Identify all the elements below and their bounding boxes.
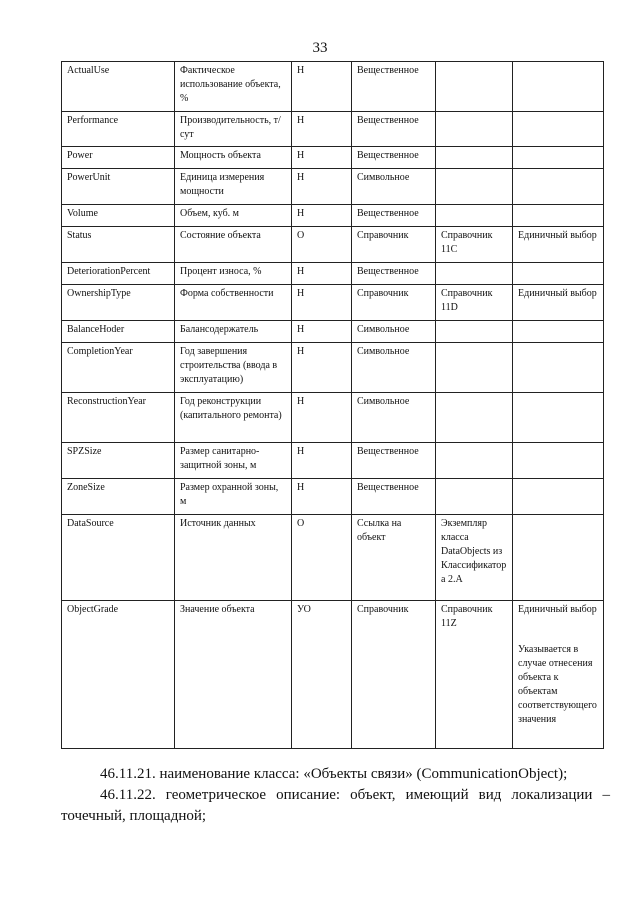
attribute-type-cell: Справочник	[352, 601, 436, 749]
selection-note-text: Указывается в случае отнесения объекта к объектам соответствующего значения	[518, 644, 597, 725]
attribute-code-cell: BalanceHoder	[62, 321, 175, 343]
attribute-type-cell: Вещественное	[352, 62, 436, 112]
attribute-selection-cell	[513, 263, 604, 285]
attribute-required-cell: Н	[292, 393, 352, 443]
attribute-type-cell: Справочник	[352, 227, 436, 263]
table-row	[62, 147, 604, 169]
attribute-type-cell: Вещественное	[352, 112, 436, 147]
attribute-selection-cell	[513, 205, 604, 227]
attribute-code-cell: SPZSize	[62, 443, 175, 479]
attribute-code-cell: ZoneSize	[62, 479, 175, 515]
attribute-reference-cell: Справочник 11Z	[436, 601, 513, 749]
attribute-type-cell: Ссылка на объект	[352, 515, 436, 601]
attribute-selection-cell: Единичный выбор	[513, 285, 604, 321]
attribute-required-cell: Н	[292, 285, 352, 321]
attribute-description-cell: Процент износа, %	[175, 263, 292, 285]
attribute-code-cell: Volume	[62, 205, 175, 227]
attribute-code-cell: DeteriorationPercent	[62, 263, 175, 285]
attribute-selection-cell	[513, 321, 604, 343]
attribute-type-cell: Символьное	[352, 393, 436, 443]
attribute-type-cell: Справочник	[352, 285, 436, 321]
paragraph-geometry-description: 46.11.22. геометрическое описание: объект, имеющий вид локализации – точечный, площадной;	[61, 787, 610, 824]
attribute-description-cell: Мощность объекта	[175, 147, 292, 169]
attribute-description-cell: Год завершения строительства (ввода в эксплуатацию)	[175, 343, 292, 393]
attribute-reference-cell	[436, 321, 513, 343]
attribute-required-cell: Н	[292, 343, 352, 393]
attribute-description-cell: Производительность, т/сут	[175, 112, 292, 147]
attribute-reference-cell	[436, 479, 513, 515]
attributes-table	[61, 61, 604, 749]
attribute-required-cell: Н	[292, 479, 352, 515]
attribute-selection-cell	[513, 343, 604, 393]
attribute-required-cell: УО	[292, 601, 352, 749]
attribute-required-cell: Н	[292, 321, 352, 343]
attribute-description-cell: Размер санитарно-защитной зоны, м	[175, 443, 292, 479]
attribute-required-cell: О	[292, 227, 352, 263]
attribute-required-cell: Н	[292, 205, 352, 227]
attribute-required-cell: Н	[292, 62, 352, 112]
table-row	[62, 205, 604, 227]
attribute-code-cell: CompletionYear	[62, 343, 175, 393]
attribute-selection-cell	[513, 112, 604, 147]
attribute-description-cell: Размер охранной зоны, м	[175, 479, 292, 515]
selection-type-text: Единичный выбор	[518, 604, 597, 615]
attribute-selection-cell	[513, 62, 604, 112]
attribute-type-cell: Символьное	[352, 169, 436, 205]
table-row	[62, 393, 604, 443]
attribute-reference-cell	[436, 62, 513, 112]
attribute-selection-cell: Единичный выбор	[513, 227, 604, 263]
table-row	[62, 443, 604, 479]
table-row	[62, 479, 604, 515]
attribute-selection-cell	[513, 443, 604, 479]
attribute-code-cell: ReconstructionYear	[62, 393, 175, 443]
attribute-selection-cell	[513, 515, 604, 601]
table-row	[62, 321, 604, 343]
attribute-required-cell: Н	[292, 263, 352, 285]
attribute-reference-cell	[436, 112, 513, 147]
attribute-code-cell: PowerUnit	[62, 169, 175, 205]
attribute-selection-cell	[513, 601, 604, 749]
attribute-description-cell: Балансодержатель	[175, 321, 292, 343]
attribute-reference-cell	[436, 147, 513, 169]
attribute-selection-cell	[513, 147, 604, 169]
attribute-reference-cell	[436, 205, 513, 227]
attribute-type-cell: Вещественное	[352, 205, 436, 227]
table-row	[62, 285, 604, 321]
attribute-reference-cell: Справочник 11С	[436, 227, 513, 263]
attribute-selection-cell	[513, 479, 604, 515]
attribute-type-cell: Вещественное	[352, 443, 436, 479]
table-row	[62, 263, 604, 285]
attribute-reference-cell: Экземпляр класса DataObjects из Классификатора 2.А	[436, 515, 513, 601]
attribute-description-cell: Фактическое использование объекта, %	[175, 62, 292, 112]
attribute-required-cell: Н	[292, 147, 352, 169]
attribute-required-cell: Н	[292, 443, 352, 479]
attribute-code-cell: Performance	[62, 112, 175, 147]
attribute-required-cell: О	[292, 515, 352, 601]
table-row	[62, 515, 604, 601]
attribute-code-cell: OwnershipType	[62, 285, 175, 321]
attribute-type-cell: Вещественное	[352, 147, 436, 169]
attribute-selection-cell	[513, 393, 604, 443]
attribute-selection-cell	[513, 169, 604, 205]
attribute-description-cell: Источник данных	[175, 515, 292, 601]
attribute-code-cell: ActualUse	[62, 62, 175, 112]
attribute-reference-cell	[436, 169, 513, 205]
table-row	[62, 227, 604, 263]
attribute-type-cell: Символьное	[352, 321, 436, 343]
table-row	[62, 169, 604, 205]
attribute-required-cell: Н	[292, 169, 352, 205]
table-row	[62, 601, 604, 749]
attribute-reference-cell	[436, 263, 513, 285]
paragraph-class-name: 46.11.21. наименование класса: «Объекты связи» (CommunicationObject);	[100, 766, 568, 782]
attribute-description-cell: Год реконструкции (капитального ремонта)	[175, 393, 292, 443]
attribute-code-cell: DataSource	[62, 515, 175, 601]
attribute-type-cell: Вещественное	[352, 479, 436, 515]
table-row	[62, 112, 604, 147]
attribute-code-cell: ObjectGrade	[62, 601, 175, 749]
attribute-reference-cell: Справочник 11D	[436, 285, 513, 321]
attribute-description-cell: Форма собственности	[175, 285, 292, 321]
attribute-code-cell: Power	[62, 147, 175, 169]
attribute-type-cell: Вещественное	[352, 263, 436, 285]
attribute-code-cell: Status	[62, 227, 175, 263]
attribute-description-cell: Состояние объекта	[175, 227, 292, 263]
table-row	[62, 343, 604, 393]
attribute-description-cell: Единица измерения мощности	[175, 169, 292, 205]
attribute-reference-cell	[436, 343, 513, 393]
attribute-required-cell: Н	[292, 112, 352, 147]
table-row	[62, 62, 604, 112]
page-number: 33	[312, 40, 328, 56]
attribute-description-cell: Объем, куб. м	[175, 205, 292, 227]
attribute-reference-cell	[436, 443, 513, 479]
attribute-type-cell: Символьное	[352, 343, 436, 393]
attribute-description-cell: Значение объекта	[175, 601, 292, 749]
attribute-reference-cell	[436, 393, 513, 443]
